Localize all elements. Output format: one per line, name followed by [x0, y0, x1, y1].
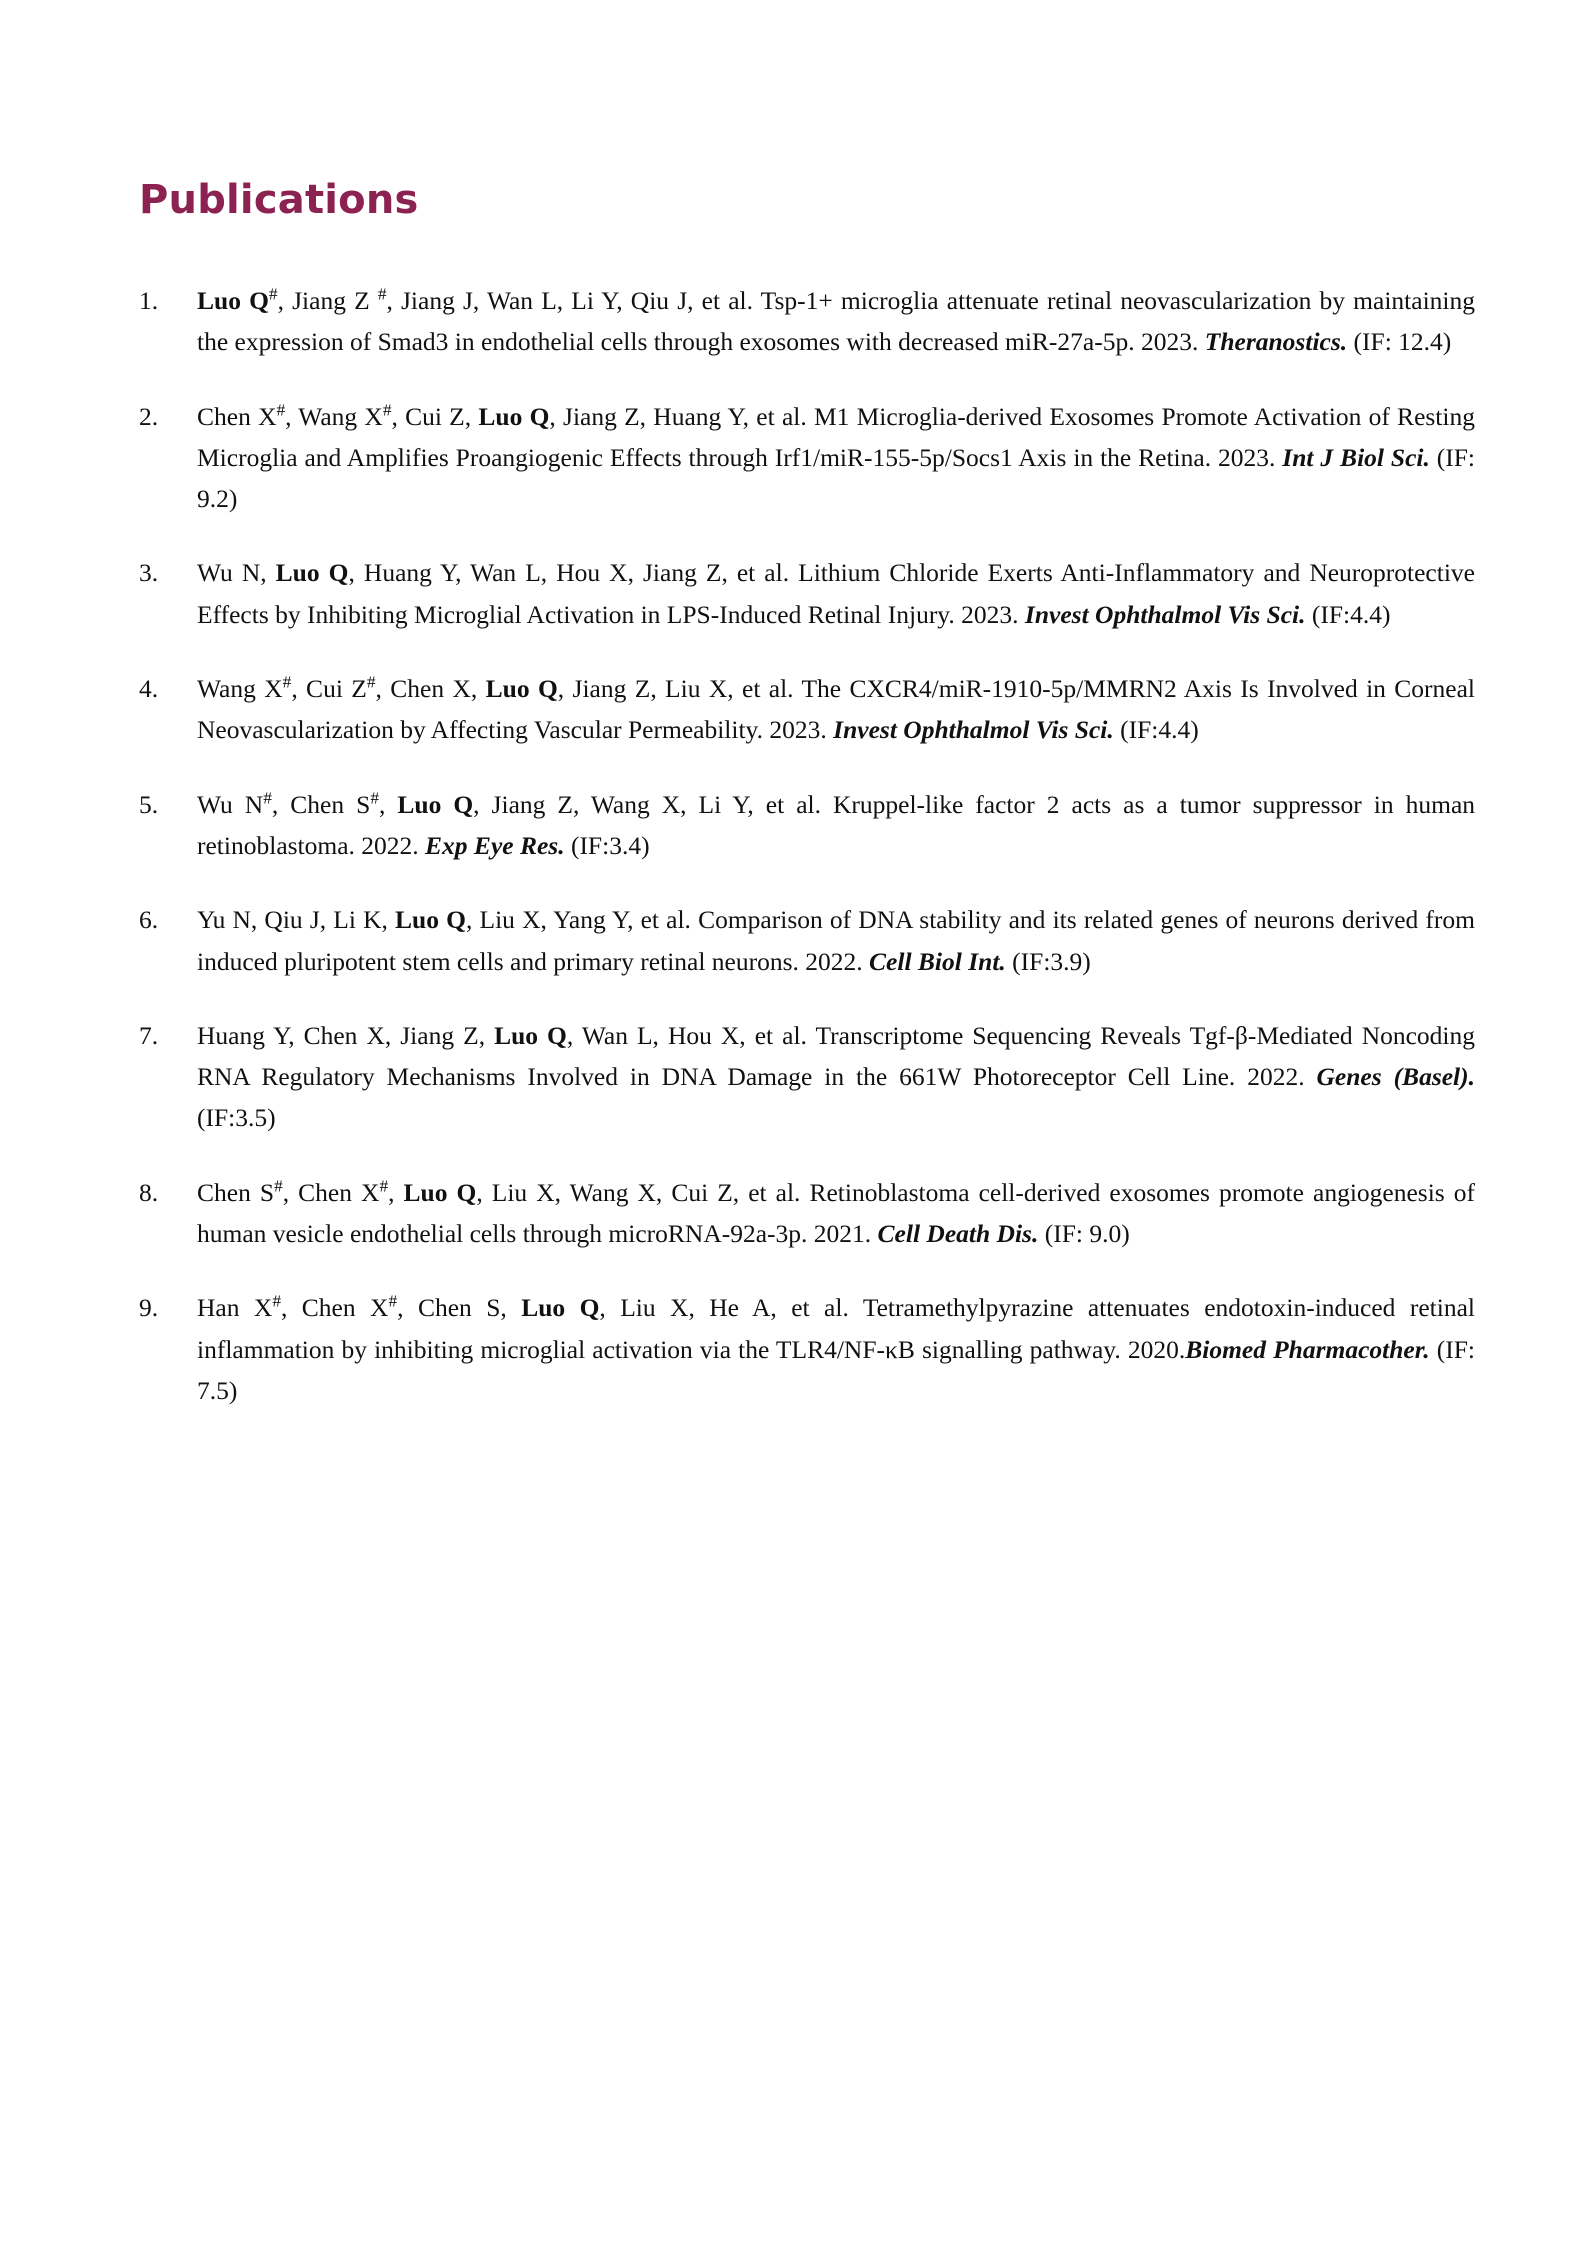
authors-segment: , Liu X, He A, et al. — [599, 1293, 863, 1323]
authors-segment: , Jiang Z, Wang X, Li Y, et al. — [473, 789, 833, 819]
journal-name: Genes (Basel). — [1316, 1062, 1476, 1092]
authors-segment: , Liu X, Wang X, Cui Z, et al. — [476, 1177, 810, 1207]
list-item-number: 4. — [139, 674, 159, 704]
authors-segment: Yu N, Qiu J, Li K, — [197, 905, 396, 935]
authors-segment: Chen S — [197, 1177, 275, 1207]
publication-year: 2023. — [769, 715, 834, 745]
article-title: Tsp-1+ microglia attenuate retinal neovascularization by maintaining the expression of Smad3 in endothelial cells through exosomes with decreased miR-27a-5p. — [197, 286, 1475, 357]
authors-segment: Wu N — [197, 789, 264, 819]
list-item — [139, 280, 1475, 363]
list-item-text — [197, 668, 1475, 751]
publication-year: 2020. — [1127, 1334, 1186, 1364]
authors-segment: Wang X — [197, 674, 283, 704]
journal-name: Exp Eye Res. — [425, 830, 565, 860]
list-item — [139, 668, 1475, 751]
list-item-number: 3. — [139, 558, 159, 588]
authors-segment: , Wang X — [285, 401, 383, 431]
list-item — [139, 784, 1475, 867]
list-item-number: 1. — [139, 286, 159, 315]
authors-segment: , Chen S — [271, 789, 371, 819]
self-author: Luo Q — [403, 1177, 477, 1207]
self-author: Luo Q — [478, 401, 550, 431]
journal-name: Int J Biol Sci. — [1282, 442, 1430, 472]
equal-contribution-marker: # — [370, 788, 379, 808]
publication-year: 2022. — [361, 830, 426, 860]
publication-year: 2023. — [1218, 442, 1283, 472]
list-item-text — [197, 552, 1475, 635]
impact-factor: (IF: 12.4) — [1347, 327, 1452, 357]
equal-contribution-marker: # — [377, 284, 387, 304]
list-item — [139, 899, 1475, 982]
equal-contribution-marker: # — [382, 400, 392, 420]
authors-segment: , Huang Y, Wan L, Hou X, Jiang Z, et al. — [348, 558, 799, 588]
authors-segment: , — [388, 1177, 404, 1207]
authors-segment: , Jiang J, Wan L, Li Y, Qiu J, et al. — [386, 286, 761, 315]
journal-name: Invest Ophthalmol Vis Sci. — [1024, 599, 1306, 629]
list-item-text — [197, 280, 1475, 363]
publication-year: 2023. — [1141, 327, 1205, 357]
authors-segment: , Chen X — [281, 1293, 389, 1323]
impact-factor: (IF:3.9) — [1005, 946, 1091, 976]
publication-year: 2023. — [961, 599, 1025, 629]
authors-segment: , Cui Z — [291, 674, 367, 704]
impact-factor: (IF:4.4) — [1305, 599, 1391, 629]
journal-name: Cell Biol Int. — [869, 946, 1006, 976]
article-title: The CXCR4/miR-1910-5p/MMRN2 Axis Is Involved in Corneal Neovascularization by Affecting Vascular Permeability. — [197, 674, 1476, 745]
authors-segment: , Jiang Z, Liu X, et al. — [557, 674, 802, 704]
authors-segment: Wu N, — [197, 558, 276, 588]
list-item-number: 2. — [139, 401, 159, 431]
list-item-number: 9. — [139, 1293, 159, 1323]
equal-contribution-marker: # — [366, 672, 376, 692]
list-item — [139, 552, 1475, 635]
journal-name: Cell Death Dis. — [877, 1219, 1039, 1249]
list-item — [139, 1287, 1475, 1411]
impact-factor: (IF: 7.5) — [197, 1334, 1475, 1405]
authors-segment: , Liu X, Yang Y, et al. — [465, 905, 699, 935]
list-item — [139, 1172, 1475, 1255]
article-title: Retinoblastoma cell-derived exosomes promote angiogenesis of human vesicle endothelial cells through microRNA-92a-3p. — [197, 1177, 1476, 1249]
publication-year: 2022. — [1247, 1062, 1317, 1092]
list-item-text — [197, 784, 1475, 867]
list-item-number: 8. — [139, 1177, 159, 1207]
authors-segment: , — [378, 789, 398, 819]
equal-contribution-marker: # — [282, 672, 292, 692]
impact-factor: (IF: 9.2) — [197, 442, 1476, 514]
article-title: Kruppel-like factor 2 acts as a tumor suppressor in human retinoblastoma. — [197, 789, 1476, 860]
self-author: Luo Q — [485, 674, 558, 704]
authors-segment: , Jiang Z, Huang Y, et al. — [549, 401, 814, 431]
authors-segment: , Chen S, — [397, 1293, 522, 1323]
list-item — [139, 396, 1475, 520]
equal-contribution-marker: # — [276, 400, 286, 420]
publication-year: 2021. — [813, 1219, 878, 1249]
publications-list — [139, 280, 1475, 1411]
list-item-number: 6. — [139, 905, 159, 935]
self-author: Luo Q — [197, 286, 269, 315]
authors-segment: , Chen X — [282, 1177, 380, 1207]
impact-factor: (IF:3.4) — [564, 830, 650, 860]
self-author: Luo Q — [494, 1020, 567, 1050]
equal-contribution-marker: # — [263, 788, 272, 808]
page-content — [139, 178, 1475, 1411]
authors-segment: , Jiang Z — [277, 286, 378, 315]
self-author: Luo Q — [397, 789, 474, 819]
list-item-text — [197, 1015, 1475, 1139]
journal-name: Biomed Pharmacother. — [1185, 1334, 1430, 1364]
authors-segment: Han X — [197, 1293, 273, 1323]
equal-contribution-marker: # — [274, 1176, 283, 1196]
list-item-text — [197, 396, 1475, 520]
article-title: Lithium Chloride Exerts Anti-Inflammatory and Neuroprotective Effects by Inhibiting Microglial Activation in LPS-Induced Retinal Injury. — [197, 558, 1475, 629]
self-author: Luo Q — [521, 1293, 600, 1323]
list-item-text — [197, 1172, 1475, 1255]
article-title: Tetramethylpyrazine attenuates endotoxin-induced retinal inflammation by inhibiting microglial activation via the TLR4/NF-κB signalling pathway. — [197, 1293, 1475, 1364]
authors-segment: Chen X — [197, 401, 277, 431]
authors-segment: , Wan L, Hou X, et al. — [566, 1020, 816, 1050]
equal-contribution-marker: # — [379, 1176, 389, 1196]
article-title: Transcriptome Sequencing Reveals Tgf-β-Mediated Noncoding RNA Regulatory Mechanisms Involved in DNA Damage in the 661W Photoreceptor Cell Line. — [197, 1020, 1476, 1092]
publication-year: 2022. — [805, 946, 870, 976]
self-author: Luo Q — [275, 558, 349, 588]
list-item-number: 7. — [139, 1020, 159, 1050]
page-title: Publications — [139, 177, 419, 223]
list-item — [139, 1015, 1475, 1139]
authors-segment: , Cui Z, — [391, 401, 479, 431]
impact-factor: (IF: 9.0) — [1038, 1219, 1130, 1249]
self-author: Luo Q — [395, 905, 466, 935]
equal-contribution-marker: # — [388, 1291, 398, 1311]
equal-contribution-marker: # — [272, 1291, 281, 1311]
impact-factor: (IF:4.4) — [1113, 715, 1199, 745]
list-item-text — [197, 899, 1475, 982]
journal-name: Theranostics. — [1204, 327, 1348, 357]
list-item-text — [197, 1287, 1475, 1411]
article-title: Comparison of DNA stability and its related genes of neurons derived from induced pluripotent stem cells and primary retinal neurons. — [197, 905, 1475, 976]
authors-segment: , Chen X, — [375, 674, 486, 704]
equal-contribution-marker: # — [268, 284, 278, 304]
journal-name: Invest Ophthalmol Vis Sci. — [833, 715, 1114, 745]
impact-factor: (IF:3.5) — [197, 1103, 276, 1133]
list-item-number: 5. — [139, 789, 159, 819]
authors-segment: Huang Y, Chen X, Jiang Z, — [197, 1020, 495, 1050]
article-title: M1 Microglia-derived Exosomes Promote Activation of Resting Microglia and Amplifies Proangiogenic Effects through Irf1/miR-155-5p/Socs1 Axis in the Retina. — [197, 401, 1475, 472]
